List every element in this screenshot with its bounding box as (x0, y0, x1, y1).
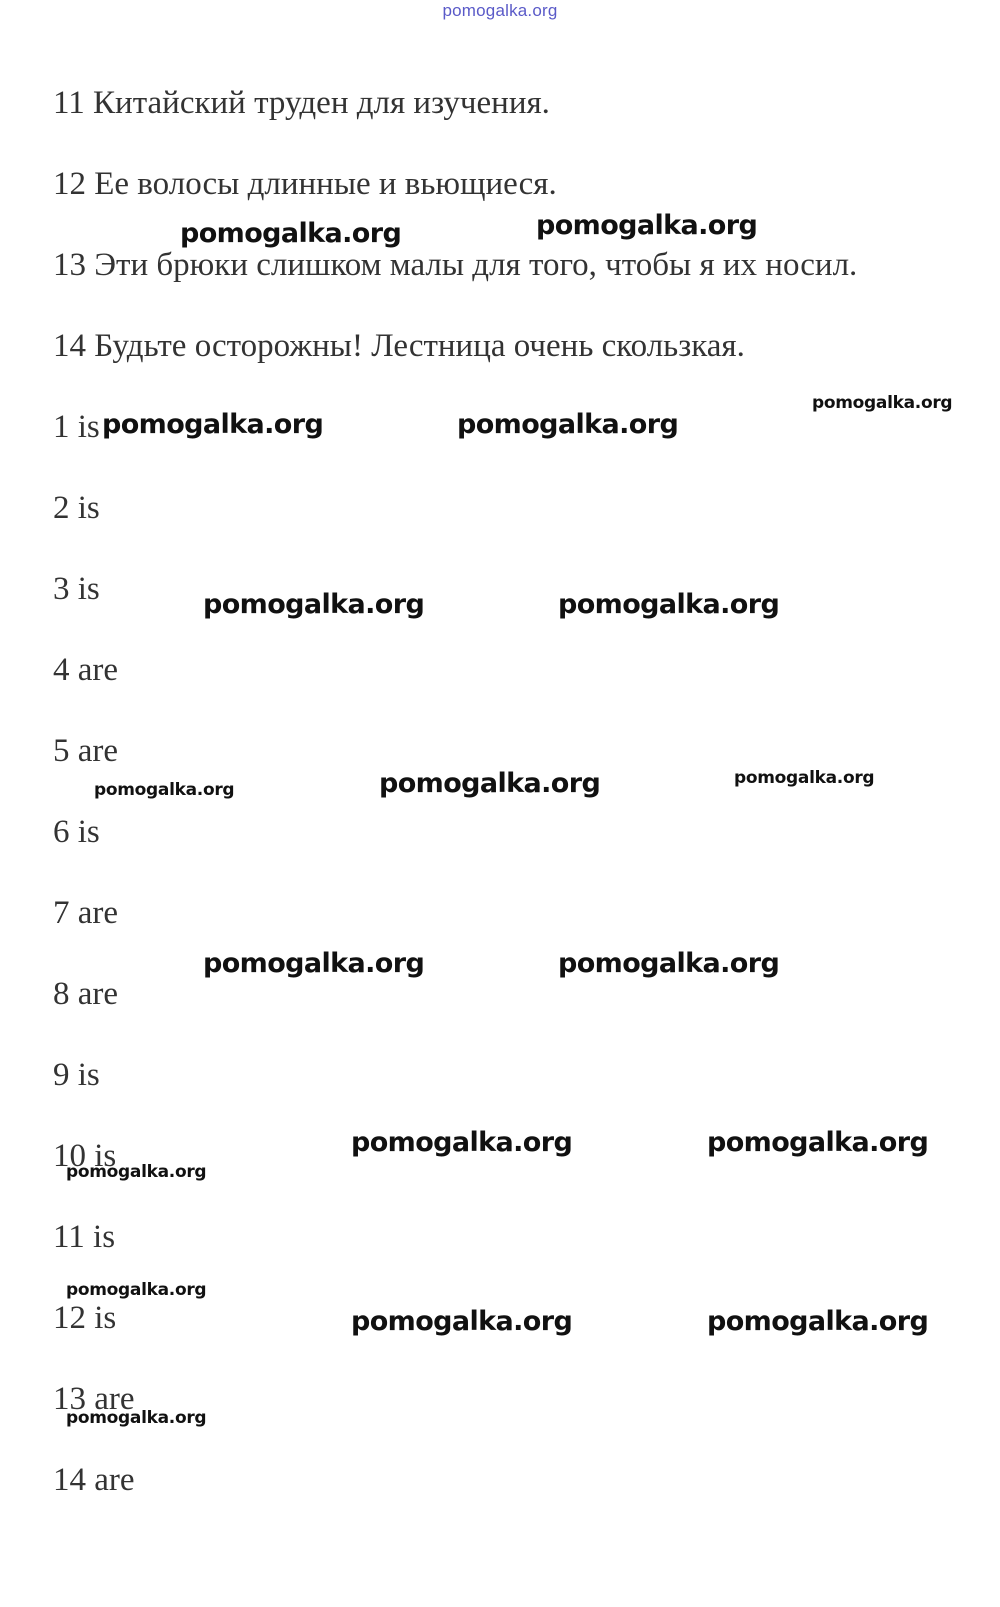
answer-line-6: 6 is (53, 814, 100, 850)
watermark: pomogalka.org (203, 589, 425, 620)
watermark: pomogalka.org (66, 1408, 207, 1428)
watermark: pomogalka.org (707, 1306, 929, 1337)
translation-line-11: 11 Китайский труден для изучения. (53, 85, 550, 121)
watermark: pomogalka.org (558, 589, 780, 620)
answer-line-9: 9 is (53, 1057, 100, 1093)
watermark: pomogalka.org (707, 1127, 929, 1158)
answer-line-5: 5 are (53, 733, 119, 769)
answer-line-14: 14 are (53, 1462, 135, 1498)
answer-line-3: 3 is (53, 571, 100, 607)
translation-line-14: 14 Будьте осторожны! Лестница очень скользкая. (53, 328, 745, 364)
answer-line-1: 1 is (53, 409, 100, 445)
header-site-mark: pomogalka.org (442, 1, 558, 20)
answer-line-7: 7 are (53, 895, 119, 931)
watermark: pomogalka.org (812, 393, 953, 413)
watermark: pomogalka.org (66, 1162, 207, 1182)
watermark: pomogalka.org (558, 948, 780, 979)
watermark: pomogalka.org (66, 1280, 207, 1300)
watermark: pomogalka.org (102, 409, 324, 440)
answer-line-2: 2 is (53, 490, 100, 526)
translation-line-13: 13 Эти брюки слишком малы для того, чтобы я их носил. (53, 247, 858, 283)
answer-line-8: 8 are (53, 976, 119, 1012)
answer-line-4: 4 are (53, 652, 119, 688)
watermark: pomogalka.org (94, 780, 235, 800)
watermark: pomogalka.org (536, 210, 758, 241)
answer-line-12: 12 is (53, 1300, 117, 1336)
watermark: pomogalka.org (351, 1306, 573, 1337)
answer-line-11: 11 is (53, 1219, 116, 1255)
watermark: pomogalka.org (379, 768, 601, 799)
watermark: pomogalka.org (351, 1127, 573, 1158)
watermark: pomogalka.org (457, 409, 679, 440)
watermark: pomogalka.org (734, 768, 875, 788)
watermark: pomogalka.org (203, 948, 425, 979)
watermark: pomogalka.org (180, 218, 402, 249)
answer-line-13: 13 are (53, 1381, 135, 1417)
translation-line-12: 12 Ее волосы длинные и вьющиеся. (53, 166, 557, 202)
answer-line-10: 10 is (53, 1138, 117, 1174)
